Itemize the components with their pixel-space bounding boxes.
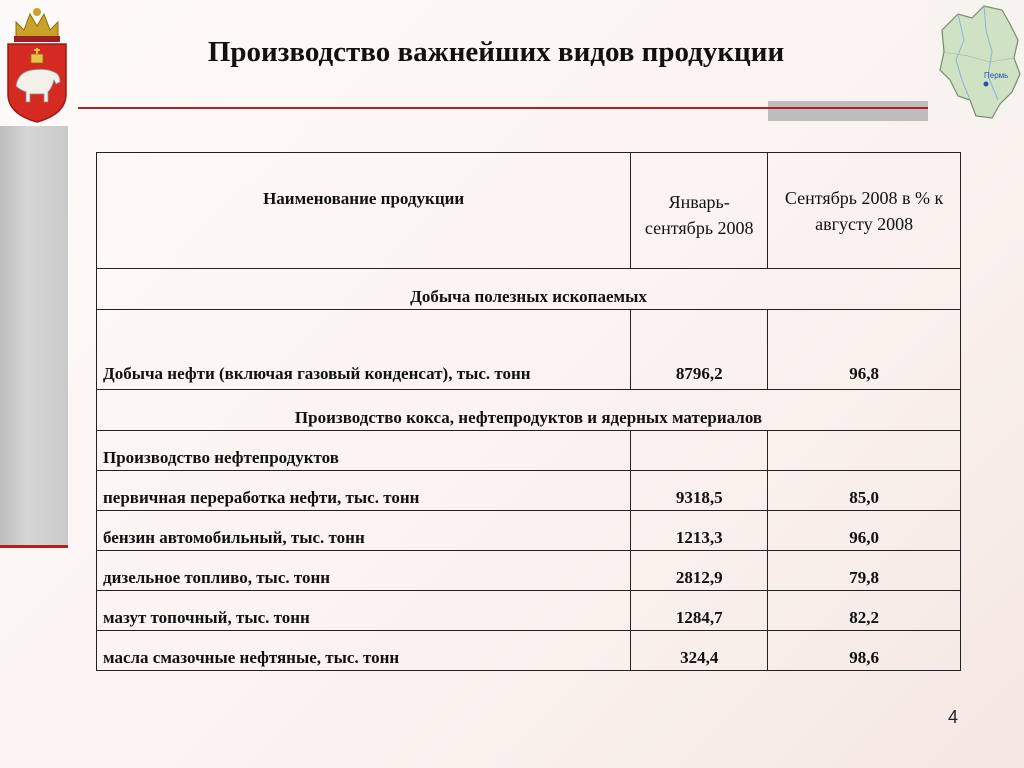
table-row	[97, 431, 961, 471]
left-decorative-band	[0, 126, 68, 545]
table-row	[97, 551, 961, 591]
section-header-row	[97, 390, 961, 431]
row-ratio-value	[768, 431, 961, 471]
column-header-name: Наименование продукции	[97, 153, 631, 269]
column-header-period: Январь-сентябрь 2008	[631, 153, 768, 269]
row-period-value: 324,4	[631, 631, 768, 671]
row-name: дизельное топливо, тыс. тонн	[97, 551, 631, 591]
row-ratio-value: 96,8	[768, 310, 961, 390]
table-row	[97, 631, 961, 671]
row-period-value	[631, 431, 768, 471]
row-period-value: 8796,2	[631, 310, 768, 390]
row-ratio-value: 98,6	[768, 631, 961, 671]
row-name: Производство нефтепродуктов	[97, 431, 631, 471]
row-period-value: 1284,7	[631, 591, 768, 631]
left-band-accent-line	[0, 545, 68, 548]
row-period-value: 2812,9	[631, 551, 768, 591]
section-title-mining: Добыча полезных ископаемых	[97, 269, 961, 310]
table-row	[97, 591, 961, 631]
table-row	[97, 310, 961, 390]
table-row	[97, 471, 961, 511]
perm-coat-of-arms-icon	[2, 2, 72, 124]
table-header-row	[97, 153, 961, 269]
slide-title: Производство важнейших видов продукции	[207, 36, 785, 68]
row-period-value: 9318,5	[631, 471, 768, 511]
title-rule-gray-block	[768, 101, 930, 121]
row-period-value: 1213,3	[631, 511, 768, 551]
column-header-ratio: Сентябрь 2008 в % к августу 2008	[768, 153, 961, 269]
page-number: 4	[948, 707, 959, 727]
row-name: мазут топочный, тыс. тонн	[97, 591, 631, 631]
row-ratio-value: 79,8	[768, 551, 961, 591]
row-name: масла смазочные нефтяные, тыс. тонн	[97, 631, 631, 671]
row-name: первичная переработка нефти, тыс. тонн	[97, 471, 631, 511]
production-table	[96, 152, 961, 671]
title-rule	[78, 107, 930, 109]
row-name: Добыча нефти (включая газовый конденсат), тыс. тонн	[97, 310, 631, 390]
row-name: бензин автомобильный, тыс. тонн	[97, 511, 631, 551]
row-ratio-value: 96,0	[768, 511, 961, 551]
perm-region-map-icon	[928, 0, 1024, 126]
section-header-row	[97, 269, 961, 310]
section-title-petroleum: Производство кокса, нефтепродуктов и ядерных материалов	[97, 390, 961, 431]
table-row	[97, 511, 961, 551]
row-ratio-value: 85,0	[768, 471, 961, 511]
row-ratio-value: 82,2	[768, 591, 961, 631]
map-city-label: Пермь	[984, 71, 1009, 80]
